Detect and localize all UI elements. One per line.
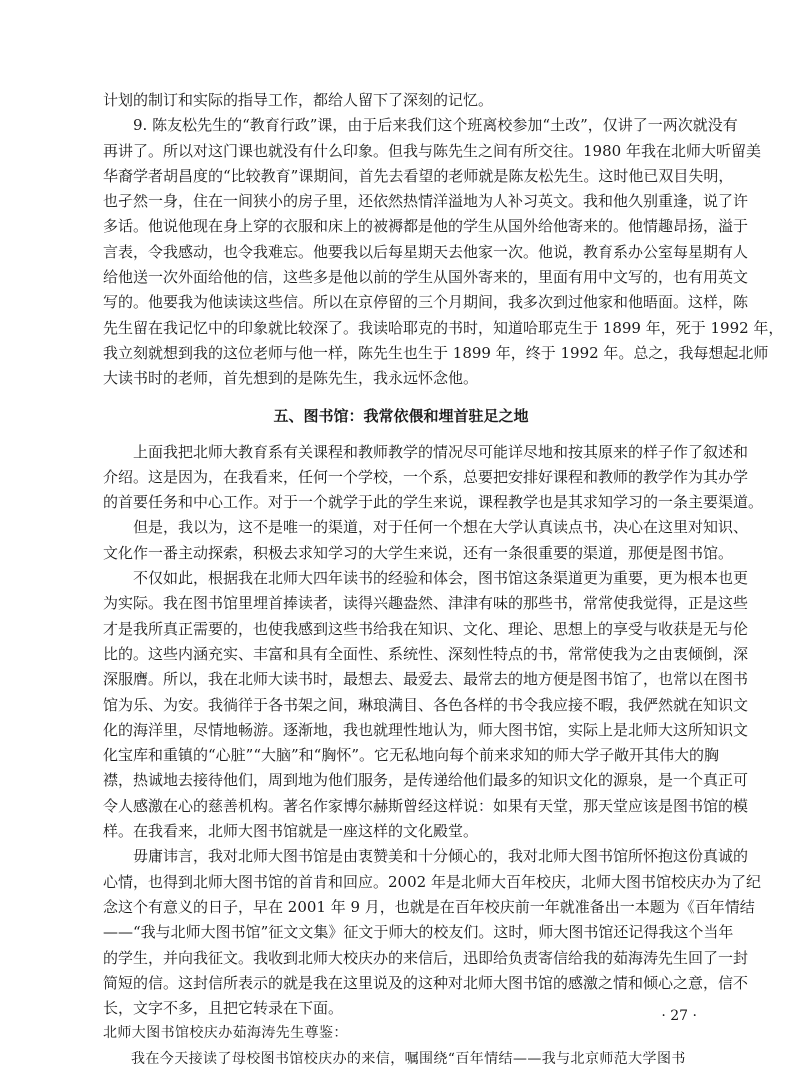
text-line: 给他送一次外面给他的信，这些多是他以前的学生从国外寄来的，里面有用中文写的，也有用英文 (103, 268, 749, 287)
text-line: 令人感激在心的慈善机构。著名作家博尔赫斯曾经这样说：如果有天堂，那天堂应该是图书馆的模 (103, 796, 749, 815)
text-line: 文化作一番主动探索，积极去求知学习的大学生来说，还有一条很重要的渠道，那便是图书馆。 (103, 543, 734, 562)
text-line: 深服膺。所以，我在北师大读书时，最想去、最爱去、最常去的地方便是图书馆了，也常以在图书 (103, 670, 749, 689)
text-line: 念这个有意义的日子，早在 2001 年 9 月，也就是在百年校庆前一年就准备出一本题为《百年情结 (103, 897, 755, 916)
text-line: 的学生，并向我征文。我收到北师大校庆办的来信后，迅即给负责寄信给我的茹海涛先生回了一封 (103, 948, 749, 967)
text-line: 不仅如此，根据我在北师大四年读书的经验和体会，图书馆这条渠道更为重要，更为根本也更 (133, 569, 749, 588)
text-line: 为实际。我在图书馆里埋首捧读者，读得兴趣盎然、津津有味的那些书，常常使我觉得，正是这些 (103, 594, 749, 613)
text-line: 先生留在我记忆中的印象就比较深了。我读哈耶克的书时，知道哈耶克生于 1899 年，死于 1992 年， (103, 318, 784, 337)
section-heading: 五、图书馆：我常依偎和埋首驻足之地 (273, 406, 529, 425)
text-line: 心情，也得到北师大图书馆的首肯和回应。2002 年是北师大百年校庆，北师大图书馆校庆办为了纪 (103, 872, 761, 891)
text-line: 9. 陈友松先生的“教育行政”课，由于后来我们这个班离校参加“土改”，仅讲了一两次就没有 (133, 116, 738, 135)
text-line: 言表，令我感动，也令我难忘。他要我以后每星期天去他家一次。他说，教育系办公室每星期有人 (103, 242, 749, 261)
text-line: 华裔学者胡昌度的“比较教育”课期间，首先去看望的老师就是陈友松先生。这时他已双目失明， (103, 166, 734, 185)
text-line: 但是，我以为，这不是唯一的渠道，对于任何一个想在大学认真读点书，决心在这里对知识、 (133, 518, 749, 537)
text-line: 多话。他说他现在身上穿的衣服和床上的被褥都是他的学生从国外给他寄来的。他情趣昂扬，溢于 (103, 217, 749, 236)
text-line: 再讲了。所以对这门课也就没有什么印象。但我与陈先生之间有所交往。1980 年我在北师大听留美 (103, 141, 761, 160)
text-line: 我立刻就想到我的这位老师与他一样，陈先生也生于 1899 年，终于 1992 年。总之，我每想起北师 (103, 343, 769, 362)
paragraph-item-9 (103, 113, 784, 391)
text-line: ——“我与北师大图书馆”征文文集》征文于师大的校友们。这时，师大图书馆还记得我这个当年 (103, 923, 734, 942)
text-line: 比的。这些内涵充实、丰富和具有全面性、系统性、深刻性特点的书，常常使我为之由衷倾倒，深 (103, 644, 749, 663)
text-line: 襟，热诚地去接待他们，周到地为他们服务，是传递给他们最多的知识文化的源泉，是一个真正可 (103, 771, 749, 790)
text-line: 大读书时的老师，首先想到的是陈先生，我永远怀念他。 (103, 369, 479, 388)
paragraph-anniversary (103, 844, 761, 1021)
paragraph-channel (103, 515, 749, 566)
text-line: 介绍。这是因为，在我看来，任何一个学校，一个系，总要把安排好课程和教师的教学作为其办学 (103, 467, 749, 486)
paragraph-intro (103, 440, 764, 516)
text-line: 长，文字不多，且把它转录在下面。 (103, 999, 344, 1018)
letter-text-line: 我在今天接读了母校图书馆校庆办的来信，嘱围绕“百年情结——我与北京师范大学图书 (131, 1050, 686, 1067)
text-line: 才是我所真正需要的，也使我感到这些书给我在知识、文化、理论、思想上的享受与收获是无与伦 (103, 619, 749, 638)
text-line: 样。在我看来，北师大图书馆就是一座这样的文化殿堂。 (103, 822, 479, 841)
text-line: 化宝库和重镇的“心脏”“大脑”和“胸怀”。它无私地向每个前来求知的师大学子敞开其伟大的胸 (103, 746, 720, 765)
text-line: 也孑然一身，住在一间狭小的房子里，还依然热情洋溢地为人补习英文。我和他久别重逢，说了许 (103, 192, 749, 211)
text-line: 写的。他要我为他读读这些信。所以在京停留的三个月期间，我多次到过他家和他晤面。这样，陈 (103, 293, 749, 312)
paragraph-library (103, 566, 749, 844)
page-body (103, 88, 784, 1072)
letter-block (103, 1021, 699, 1072)
text-line: 上面我把北师大教育系有关课程和教师教学的情况尽可能详尽地和按其原来的样子作了叙述和 (133, 442, 749, 461)
text-line: 化的海洋里，尽情地畅游。逐渐地，我也就理性地认为，师大图书馆，实际上是北师大这所知识文 (103, 720, 749, 739)
letter-salutation: 北师大图书馆校庆办茹海涛先生尊鉴： (103, 1025, 348, 1042)
text-line: 计划的制订和实际的指导工作，都给人留下了深刻的记忆。 (103, 91, 494, 109)
text-line: 毋庸讳言，我对北师大图书馆是由衷赞美和十分倾心的，我对北师大图书馆所怀抱这份真诚的 (133, 847, 749, 866)
page-number: · 27 · (661, 1008, 697, 1024)
paragraph-continuation (103, 88, 699, 113)
text-line: 简短的信。这封信所表示的就是我在这里说及的这种对北师大图书馆的感激之情和倾心之意，信不 (103, 973, 749, 992)
text-line: 馆为乐、为安。我徜徉于各书架之间，琳琅满目、各色各样的书令我应接不暇，我俨然就在知识文 (103, 695, 749, 714)
text-line: 的首要任务和中心工作。对于一个就学于此的学生来说，课程教学也是其求知学习的一条主要渠道。 (103, 493, 764, 512)
